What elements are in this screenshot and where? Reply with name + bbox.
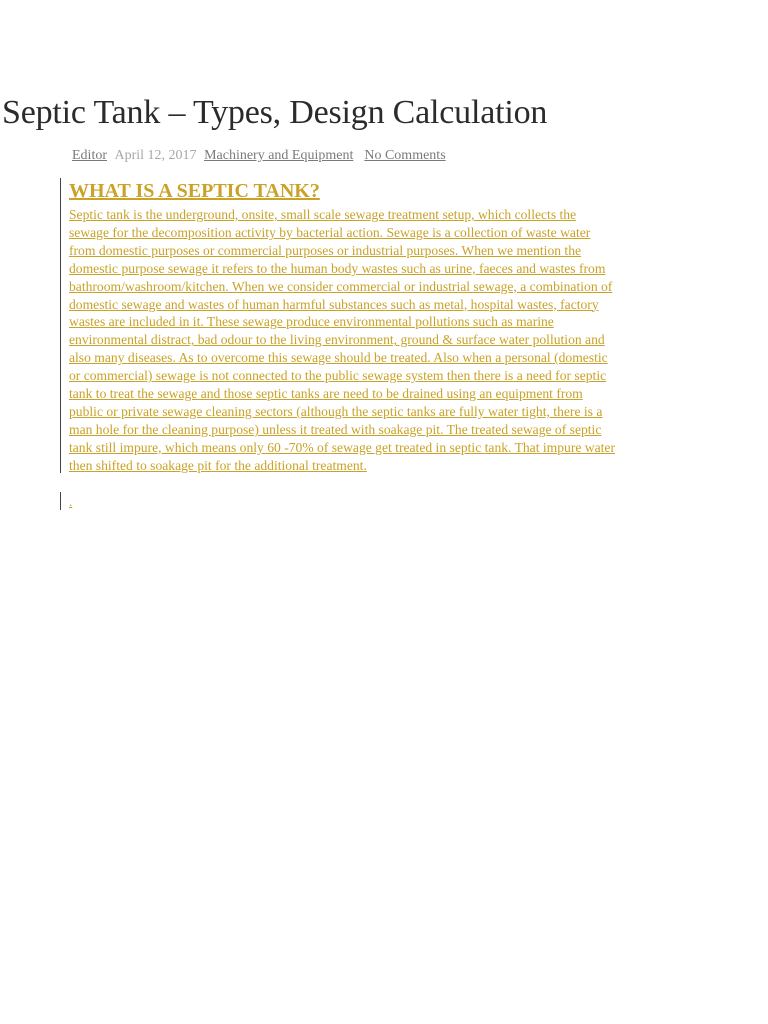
category-link[interactable]: Machinery and Equipment	[204, 148, 354, 163]
author-link[interactable]: Editor	[72, 148, 107, 163]
blockquote	[60, 178, 681, 473]
body-line: also many diseases. As to overcome this sewage should be treated. Also when a personal (domestic	[69, 350, 608, 366]
body-line: or commercial) sewage is not connected to the public sewage system then there is a need for septic	[69, 368, 607, 384]
blockquote-empty	[60, 492, 101, 510]
body-line: from domestic purposes or commercial purposes or industrial purposes. When we mention the	[69, 242, 582, 258]
body-line: domestic sewage and wastes of human harmful substances such as metal, hospital wastes, factory	[69, 296, 599, 312]
post-meta	[72, 148, 446, 164]
body-line: man hole for the cleaning purpose) unless it treated with soakage pit. The treated sewage of septic	[69, 421, 602, 437]
body-line: tank still impure, which means only 60 -70% of sewage get treated in septic tank. That impure water	[69, 439, 615, 455]
body-line: tank to treat the sewage and those septic tanks are need to be drained using an equipment from	[69, 386, 583, 402]
comments-link[interactable]: No Comments	[364, 148, 446, 163]
body-line: then shifted to soakage pit for the additional treatment.	[69, 457, 367, 473]
body-line: domestic purpose sewage it refers to the human body wastes such as urine, faeces and wastes from	[69, 260, 606, 276]
body-line: bathroom/washroom/kitchen. When we consider commercial or industrial sewage, a combination of	[69, 278, 613, 294]
body-line: sewage for the decomposition activity by bacterial action. Sewage is a collection of waste water	[69, 224, 591, 240]
body-paragraph[interactable]	[69, 206, 681, 475]
body-line: public or private sewage cleaning sectors (although the septic tanks are fully water tight, there is a	[69, 403, 603, 419]
empty-link[interactable]: .	[69, 494, 73, 509]
page-title: Septic Tank – Types, Design Calculation	[2, 94, 548, 131]
body-line: wastes are included in it. These sewage produce environmental pollutions such as marine	[69, 314, 554, 330]
body-line: Septic tank is the underground, onsite, small scale sewage treatment setup, which collects the	[69, 207, 577, 222]
post-date: April 12, 2017	[114, 148, 197, 163]
body-line: environmental distract, bad odour to the living environment, ground & surface water pollution and	[69, 332, 605, 348]
section-heading[interactable]: WHAT IS A SEPTIC TANK?	[69, 180, 320, 202]
